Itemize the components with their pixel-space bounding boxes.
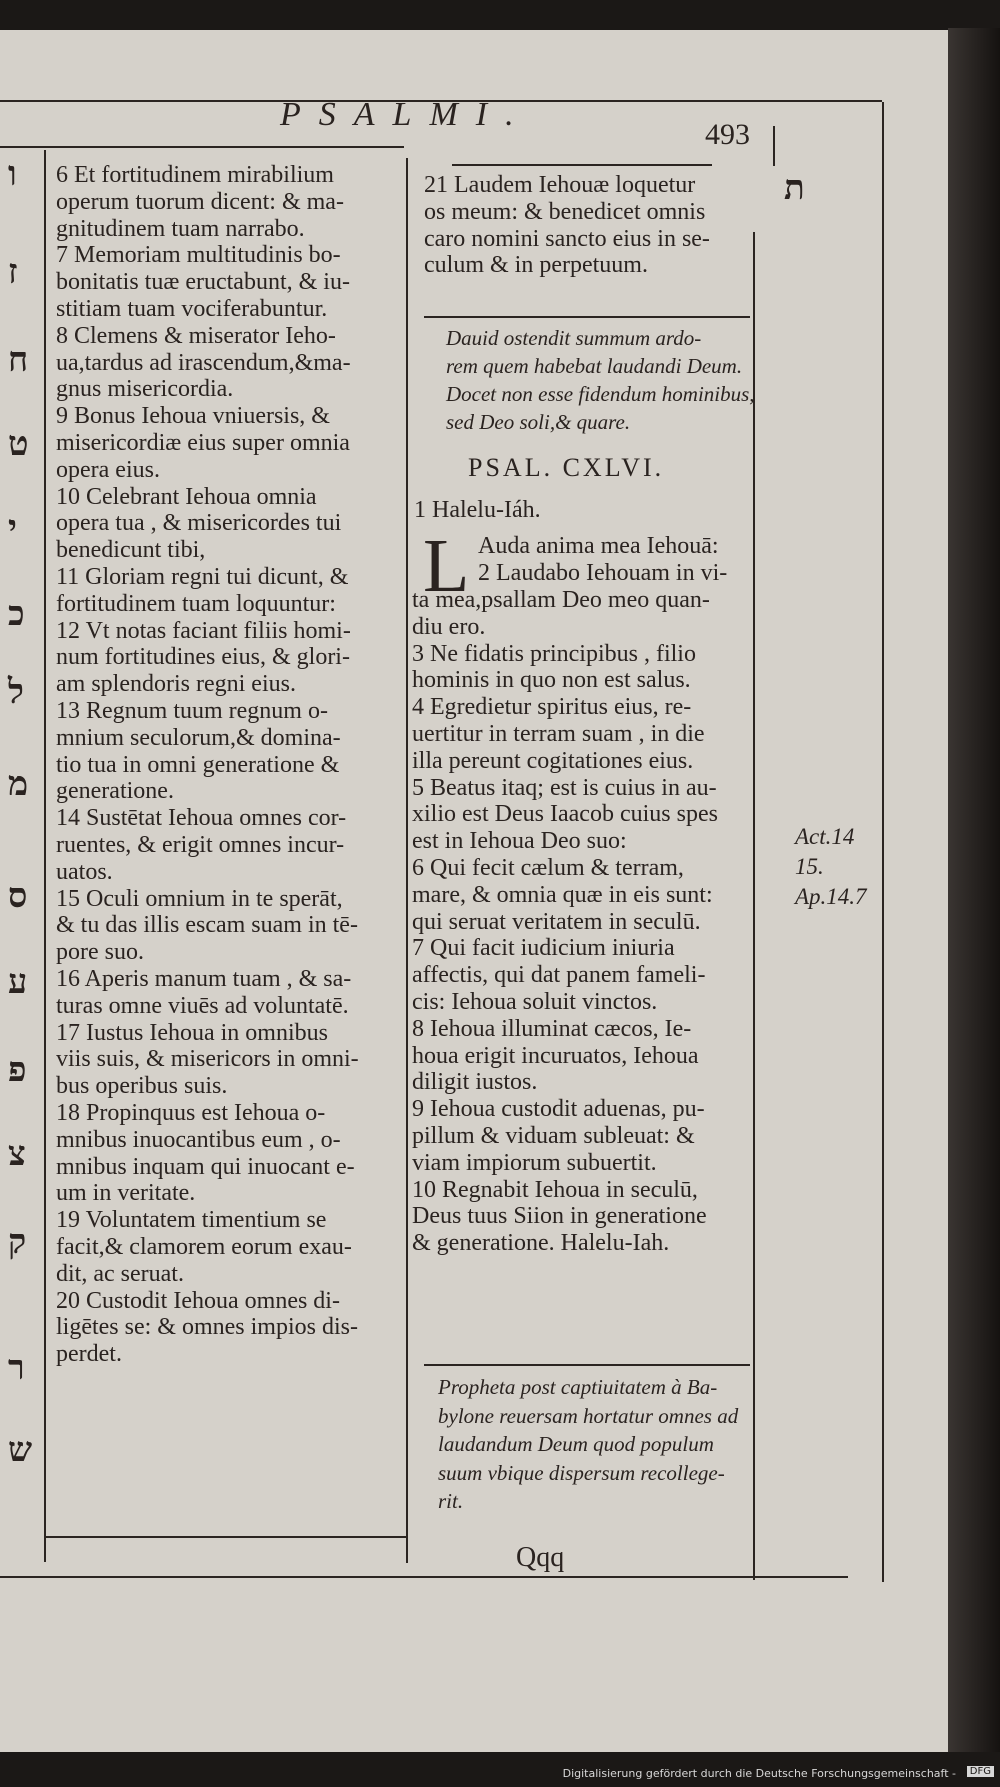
verse-line: stitiam tuam vociferabuntur. <box>56 296 328 322</box>
verse-line: os meum: & benedicet omnis <box>424 198 706 225</box>
verse-line: gnitudinem tuam narrabo. <box>56 215 305 242</box>
verse-line: ligētes se: & omnes impios dis- <box>56 1314 358 1341</box>
verse-line: mnibus inquam qui inuocant e- <box>56 1153 355 1180</box>
summary-line: bylone reuersam hortatur omnes ad <box>438 1403 739 1428</box>
verse-line: xilio est Deus Iaacob cuius spes <box>412 801 718 828</box>
hebrew-letter: צ <box>8 1134 26 1174</box>
hebrew-letter: ו <box>8 154 17 194</box>
verse-line: 7 Memoriam multitudinis bo- <box>56 242 341 269</box>
bottom-rule <box>0 1576 848 1578</box>
summary-line: laudandum Deum quod populum <box>438 1432 714 1456</box>
verse-line: 8 Iehoua illuminat cæcos, Ie- <box>412 1015 692 1042</box>
verse-line: generatione. <box>56 778 174 805</box>
margin-ref: Act.14 <box>795 824 855 849</box>
verse-line: facit,& clamorem eorum exau- <box>56 1234 352 1260</box>
hebrew-letter: ס <box>8 876 28 916</box>
page-number: 493 <box>705 118 750 151</box>
right-frame-rule <box>882 102 884 1582</box>
verse-line: 15 Oculi omnium in te sperāt, <box>56 885 343 912</box>
psalm-first-line: 1 Halelu-Iáh. <box>414 497 541 523</box>
verse-line: 11 Gloriam regni tui dicunt, & <box>56 564 349 590</box>
summary-line: suum vbique dispersum recollege- <box>438 1460 725 1485</box>
verse-line: am splendoris regni eius. <box>56 671 296 698</box>
verse-line: 3 Ne fidatis principibus , filio <box>412 640 696 667</box>
verse-line: & generatione. Halelu-Iah. <box>412 1230 670 1257</box>
verse-line: perdet. <box>56 1341 122 1368</box>
verse-line: hominis in quo non est salus. <box>412 667 691 694</box>
margin-divider <box>753 232 755 1580</box>
verse-line: ua,tardus ad irascendum,&ma- <box>56 349 351 376</box>
verse-line: qui seruat veritatem in seculū. <box>412 908 701 935</box>
verse-line: 19 Voluntatem timentium se <box>56 1207 327 1234</box>
verse-line: pore suo. <box>56 939 144 966</box>
hebrew-letter: ש <box>8 1430 33 1470</box>
verse-line: 7 Qui facit iudicium iniuria <box>412 935 675 962</box>
verse-line: operum tuorum dicent: & ma- <box>56 188 344 215</box>
verse-line: benedicunt tibi, <box>56 537 206 564</box>
verse-line: culum & in perpetuum. <box>424 252 648 279</box>
verse-line: opera eius. <box>56 456 160 483</box>
verse-line: 6 Et fortitudinem mirabilium <box>56 162 334 188</box>
verse-line: ta mea,psallam Deo meo quan- <box>412 587 710 613</box>
verse-line: caro nomini sancto eius in se- <box>424 225 710 252</box>
verse-line: mare, & omnia quæ in eis sunt: <box>412 881 713 908</box>
hebrew-letter: ק <box>8 1222 27 1262</box>
margin-ref: Ap.14.7 <box>795 884 867 909</box>
digitization-credit: Digitalisierung gefördert durch die Deutsche Forschungsgemeinschaft - <box>562 1767 956 1780</box>
drop-cap: L <box>423 524 470 608</box>
summary-line: rit. <box>438 1489 464 1513</box>
hebrew-letter: ט <box>8 424 29 464</box>
verse-line: affectis, qui dat panem fameli- <box>412 962 706 989</box>
verse-line: um in veritate. <box>56 1180 196 1207</box>
verse-line: 14 Sustētat Iehoua omnes cor- <box>56 805 347 832</box>
summary-line: Docet non esse fidendum hominibus, <box>446 382 755 406</box>
page-number-rule <box>773 126 775 166</box>
summary-rule-top <box>424 316 750 318</box>
verse-line: 2 Laudabo Iehouam in vi- <box>478 560 728 586</box>
verse-line: 9 Iehoua custodit aduenas, pu- <box>412 1096 705 1123</box>
signature-mark: Qqq <box>516 1542 565 1573</box>
verse-line: viis suis, & misericors in omni- <box>56 1046 359 1073</box>
hebrew-letter: ח <box>8 340 29 380</box>
verse-line: pillum & viduam subleuat: & <box>412 1123 695 1149</box>
verse-line: illa pereunt cogitationes eius. <box>412 747 694 774</box>
verse-line: Auda anima mea Iehouā: <box>478 533 719 559</box>
verse-line: 5 Beatus itaq; est is cuius in au- <box>412 774 717 801</box>
verse-line: misericordiæ eius super omnia <box>56 430 350 456</box>
summary-line: Propheta post captiuitatem à Ba- <box>438 1375 718 1399</box>
verse-line: tio tua in omni generatione & <box>56 751 340 778</box>
hebrew-letter: כ <box>8 594 25 634</box>
verse-line: 18 Propinquus est Iehoua o- <box>56 1100 326 1126</box>
hebrew-letter: ע <box>8 962 28 1002</box>
verse-line: mnium seculorum,& domina- <box>56 724 341 751</box>
left-frame-rule <box>44 150 46 1562</box>
verse-line: dit, ac seruat. <box>56 1260 184 1287</box>
running-title: PSALMI. <box>280 96 532 133</box>
verse-line: mnibus inuocantibus eum , o- <box>56 1126 341 1153</box>
verse-line: 12 Vt notas faciant filiis homi- <box>56 617 351 644</box>
verse-line: viam impiorum subuertit. <box>412 1149 657 1176</box>
verse-line: Deus tuus Siion in generatione <box>412 1203 707 1230</box>
header-rule-lower <box>0 146 404 148</box>
verse-line: bus operibus suis. <box>56 1073 228 1100</box>
verse-line: 9 Bonus Iehoua vniuersis, & <box>56 403 330 430</box>
summary-line: Dauid ostendit summum ardo- <box>446 326 702 350</box>
hebrew-letter: ת <box>784 168 805 208</box>
verse-line: gnus misericordia. <box>56 376 234 403</box>
verse-line: 16 Aperis manum tuam , & sa- <box>56 966 352 992</box>
verse-line: opera tua , & misericordes tui <box>56 510 342 537</box>
summary-line: rem quem habebat laudandi Deum. <box>446 354 743 378</box>
verse-line: 21 Laudem Iehouæ loquetur <box>424 172 696 198</box>
verse-line: cis: Iehoua soluit vinctos. <box>412 989 658 1015</box>
page-edge-shadow <box>948 28 1000 1752</box>
hebrew-letter: ל <box>8 672 24 712</box>
verse-line: uatos. <box>56 858 113 885</box>
verse-line: turas omne viuēs ad voluntatē. <box>56 992 349 1019</box>
verse-line: 4 Egredietur spiritus eius, re- <box>412 694 692 721</box>
psalm-title: PSAL. CXLVI. <box>468 453 665 482</box>
verse-line: 8 Clemens & miserator Ieho- <box>56 322 336 349</box>
summary-rule-2 <box>424 1364 750 1366</box>
dfg-logo: DFG <box>967 1766 994 1777</box>
hebrew-letter: פ <box>8 1050 27 1090</box>
verse-line: diu ero. <box>412 613 486 640</box>
verse-line: bonitatis tuæ eructabunt, & iu- <box>56 269 350 296</box>
verse-line: est in Iehoua Deo suo: <box>412 828 627 855</box>
verse-line: ruentes, & erigit omnes incur- <box>56 832 345 858</box>
verse-line: 17 Iustus Iehoua in omnibus <box>56 1019 328 1046</box>
verse-line: 10 Celebrant Iehoua omnia <box>56 483 317 510</box>
verse-line: 13 Regnum tuum regnum o- <box>56 698 328 724</box>
verse-line: houa erigit incuruatos, Iehoua <box>412 1042 699 1069</box>
verse-line: & tu das illis escam suam in tē- <box>56 912 358 939</box>
hebrew-letter: מ <box>8 764 29 804</box>
summary-line: sed Deo soli,& quare. <box>446 410 631 434</box>
verse-line: 6 Qui fecit cælum & terram, <box>412 855 684 881</box>
verse-line: uertitur in terram suam , in die <box>412 721 705 747</box>
verse-line: 10 Regnabit Iehoua in seculū, <box>412 1176 698 1203</box>
verse-line: 20 Custodit Iehoua omnes di- <box>56 1287 340 1314</box>
verse-line: fortitudinem tuam loquuntur: <box>56 590 336 617</box>
bottom-rule-inner <box>44 1536 406 1538</box>
margin-references <box>795 822 867 912</box>
hebrew-letter: ר <box>8 1348 25 1388</box>
verse-line: diligit iustos. <box>412 1069 538 1096</box>
hebrew-letter: י <box>8 508 17 548</box>
header-rule-lower-right <box>452 164 712 166</box>
hebrew-letter: ז <box>8 252 18 292</box>
margin-ref: 15. <box>795 854 824 879</box>
column-divider <box>406 158 408 1563</box>
verse-line: num fortitudines eius, & glori- <box>56 644 350 671</box>
